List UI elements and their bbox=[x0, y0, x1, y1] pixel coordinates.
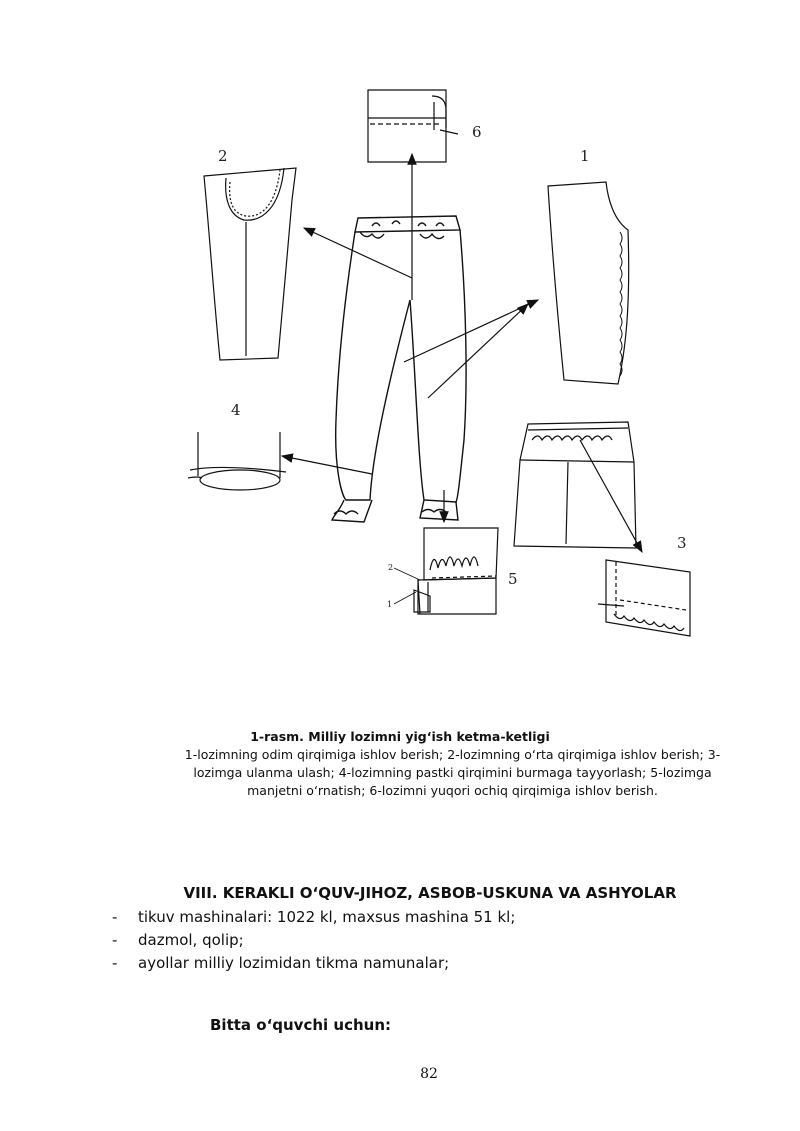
list-item bbox=[112, 952, 515, 975]
figure-caption-body: 1-lozimning odim qirqimiga ishlov berish; 2-lozimning o‘rta qirqimiga ishlov berish; 3-lozimga ulanma ulash; 4-lozimning pastki qirqimini burmaga tayyorlash; 5-lozimga manjetni o‘rnatish; 6-lozimni yuqori ochiq qirqimiga ishlov berish. bbox=[184, 747, 721, 798]
label-4: 4 bbox=[231, 401, 241, 419]
waistband-detail-6 bbox=[368, 90, 458, 162]
label-5: 5 bbox=[508, 570, 518, 588]
list-item bbox=[112, 906, 515, 929]
equipment-list bbox=[112, 906, 515, 975]
cuff-detail-5 bbox=[394, 528, 498, 614]
page-number: 82 bbox=[420, 1066, 438, 1082]
hem-detail-4 bbox=[188, 432, 286, 490]
list-item bbox=[112, 929, 515, 952]
trouser-side-detail-1 bbox=[548, 182, 629, 384]
label-2: 2 bbox=[218, 147, 228, 165]
trouser-top-detail-3 bbox=[514, 422, 690, 636]
list-item-text: tikuv mashinalari: 1022 kl, maxsus mashina 51 kl; bbox=[138, 908, 516, 926]
central-trousers-drawing bbox=[332, 216, 466, 522]
section-heading: VIII. KERAKLI O‘QUV-JIHOZ, ASBOB-USKUNA VA ASHYOLAR bbox=[183, 884, 677, 902]
list-bullet: - bbox=[112, 931, 118, 949]
label-3: 3 bbox=[677, 534, 687, 552]
assembly-arrows bbox=[282, 154, 642, 552]
list-bullet: - bbox=[112, 908, 118, 926]
trouser-front-detail-2 bbox=[204, 168, 296, 360]
subheading: Bitta o‘quvchi uchun: bbox=[210, 1016, 391, 1034]
figure-caption-title: 1-rasm. Milliy lozimni yig‘ish ketma-ketligi bbox=[250, 729, 550, 744]
list-item-text: dazmol, qolip; bbox=[138, 931, 244, 949]
list-bullet: - bbox=[112, 954, 118, 972]
sublabel-1: 1 bbox=[387, 600, 393, 609]
list-item-text: ayollar milliy lozimidan tikma namunalar; bbox=[138, 954, 450, 972]
sublabel-2: 2 bbox=[388, 563, 394, 572]
label-1: 1 bbox=[580, 147, 590, 165]
label-6: 6 bbox=[472, 123, 482, 141]
